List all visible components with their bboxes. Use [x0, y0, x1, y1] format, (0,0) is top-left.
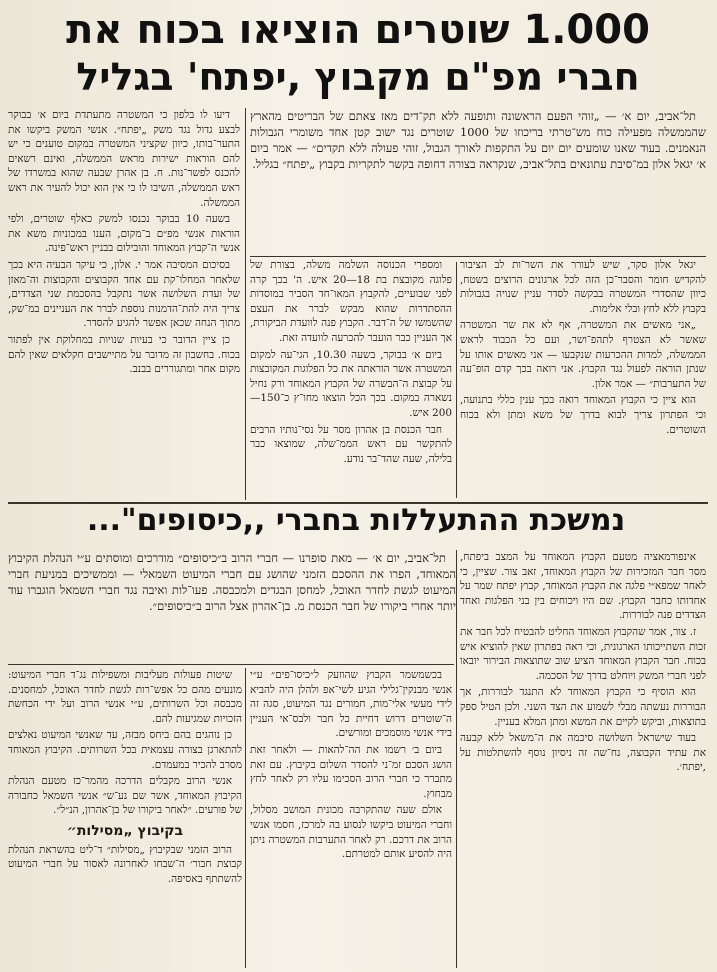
lead-divider [8, 664, 454, 665]
story2-paragraph: ז. צור, אמר שהקבוץ המאוחד החליט להבטיח לכל חבר את זכות השתייכותו הארגונית, וכי ראה בפתרון שאין להוציא איש בכוח. חבר הקבוץ המאוחד הציע שוב שתוצאות הבירור יובאו לפני חברי המשק ויוחלט בדרך של הסכמה. [460, 625, 706, 682]
story2-paragraph: הוא הוסיף כי הקבוץ המאוחד לא התנגד לבוררות, אך הבוררות נעשתה מבלי לשמוע את הצד השני. ולכן הטיל ספק בתוצאות, וביקש לקיים את המשא ומתן המלא בעניין. [460, 686, 706, 728]
story2-paragraph: כן נוהגים בהם ביחס מבזה, עד שאנשי המיעוט נאלצים להתארגן בצורה עצמאית בכל השרותים. הקיבוץ המאוחד מסרב להכיר במעמדם. [8, 729, 242, 771]
section-title-mesilot: בקיבוץ „מסילות״ [66, 822, 184, 839]
story1-paragraph: יגאל אלון סקר, שיש לעורר את השר־ות לב הציבור להקדיש חומר והסבר־כן הזה לכל ארגונים הרוצים בשטח, כיוון שהסדרי המשטרה בבקשה לסדר עניין שנויה בגבולות בקבוץ ללא לחץ ובלי אלימות. [460, 259, 706, 315]
story1-lead [250, 108, 706, 258]
story1-paragraph: ביום א׳ בבוקר, בשעה 10.30, הגי־עה למקום המשטרה אשר הוראתה את כל הפלוגות המקובצות על קבוצת ה־הבשרה של הקבוץ המאוחד ורק נחיל נשארה במקום. בכך הכל הוצאו מחו־ץ כ־150—200 איש. [250, 348, 452, 419]
main-headline-line1: 1.000 שוטרים הוציאו בכוח את [66, 10, 650, 53]
story1-paragraph: בשעה 10 בבוקר נכנסו למשק כאלף שוטרים, ולפי הוראות אנשי מפ״ם ב־מקום, הענו במכוניות משא את אנשי ה־קבוץ המאוחד והובילום בבניין ראש־פינה. [8, 213, 240, 255]
lead-divider [250, 256, 706, 257]
story2-paragraph: אולם שעה שהתקרבה מכונית המושב מסלול, וחברי המיעוט ביקשו לנסוע בה למרכז, חסמו אנשי הרוב את דרכם. רק לאחר התערבות המשטרה ניתן היה להסיע אותם למטרתם. [250, 804, 452, 861]
story1-column-right [460, 258, 706, 496]
column-divider [245, 108, 246, 500]
story1-column-left [8, 108, 240, 498]
story2-column-left [8, 668, 242, 968]
story2-column-right [460, 550, 706, 968]
story2-headline: נמשכת ההתעללות בחברי ,,כיסופים"... [86, 506, 626, 538]
story1-paragraph: כן ציין הדובר כי בעיות שנויות במחלוקת אין לפתור בכוח. בחשבון זה מדובר על מתיישבים חקלאים שאין להם מקום אחר ומתגוררים בבנב. [8, 333, 240, 376]
column-divider [456, 262, 457, 498]
story2-paragraph: שיטות פעולות מעליבות ומשפילות נג־ד חברי המיעוט: מונעים מהם כל אפש־רות לגשת לחדר האוכל, למחסנים. מכבסה וכל השרותים, ע״י אנשי הרוב ועל ידי הכחשת הזכויות שמגיעות להם. [8, 669, 242, 725]
story-divider [8, 502, 708, 504]
story2-section-paragraph: הרוב הזמני שבקיבוץ „מסילות״ ד־ליט בהשראת הנהלת קבוצת חבור׳ ה־שבחו לאחרונה לאסור על חברי המיעוט להשתתף באסיפה. [8, 843, 242, 885]
story2-lead-paragraph: תל־אביב, יום א׳ — מאת סופרנו — חברי הרוב ב״כיסופים״ מודרכים ומוסתים ע״י הנהלת הקיבוץ המאוחד, הפרו את ההסכם הזמני שהושג עם חברי המיעוט השמאלי — וממשיכים במניעת חברי המיעוט לגשת לחדר האוכל, למחסן הבגדים ולמכבסה. פעו־לות ואיבה נגד חברי השמאל הוגברו עוד יותר אחרי ביקורו של חבר הכנסת מ. בן־אהרון אצל הרוב ב״כיסופים״. [8, 551, 456, 613]
main-headline-line2: חברי מפ"ם מקבוץ ,יפתח' בגליל [76, 58, 640, 99]
column-divider [245, 668, 246, 968]
story1-lead-paragraph: תל־אביב, יום א׳ — „זוהי הפעם הראשונה ותופעה ללא תק־דים מאז צאתם של הבריטים מהארץ שהממשלה מפעילה כוח מש־טרתי בריכוזו של 1000 שוטרים נגד ישוב קטן אחד משומרי הגבולות הנאמנים. בעוד שאנו שומעים יום יום על התקפות לאורך הגבול, זוהי פעולה ללא תקדים״ — אמר ביום א׳ יגאל אלון במ־סיבת עתונאים בתל־אביב, שנקראה בצורה דחופה בקשר לתקריות בקבוץ „יפתח״ בגליל. [250, 109, 706, 171]
story1-paragraph: „אני מאשים את המשטרה, אף לא את שר המשטרה שאשר לא הצטרף לתהפ־ושר, ועם כל הכבוד לראש הממשלה, למדות ההכרעות שנקבעו — אני מאשים אותו על שנתן הוראה לפעול נגד הקבוץ. אני רואה בכך קדם הופ־עה של התערבות״ — אמר אלון. [460, 319, 706, 390]
story1-paragraph: הוא ציין כי הקבוץ המאוחד רואה בכך ענין כללי בתנועה, וכי הפתרון צריך לבוא בדרך של משא ומתן ולא בכוח השוטרים. [460, 394, 706, 436]
story2-paragraph: אינפורמאציה מטעם הקבוץ המאוחד על המצב ביפתח, מסר חבר המזכירות של הקבוץ המאוחד, זאב צור. שציין, כי לאחר שמפא״י פלגה את הקבוץ המאוחד, קבוץ יפתח שמר על אחדותו כחבר הקבוץ. שם היו ויכוחים בין בני הפלגות ואחד הצדדים פנה לבוררות. [460, 551, 706, 622]
column-divider [456, 550, 457, 968]
story1-paragraph: דיעו לו בלפון כי המשטרה מתעתדת ביום א׳ בבוקר לבצע גדול נגד משק „יפתח״. אנשי המשק ביקשו את התער־בותו, כיוון שקציני המשטרה במקום טוענים כי יש להם הוראות ישירות מראש הממשלה, ואינם רשאים להכנס לפשר־נות. ח. בן אהרן שבעה שהוא במשרדו של ראש הממשלה, השיבו לו כי אין הוא יכול להעיר את ראש הממשלה. [8, 109, 240, 209]
story2-lead [8, 550, 456, 662]
story2-paragraph: בעוד שישראל השלושה סיכמה את ה־משאל ללא קבעה את עתיד הקבוצה, נח־שה זה ניסיון נוסף להשתלטות על ,יפתח׳. [460, 732, 706, 774]
story1-paragraph: ומספרי הכנוסה השלמה משלה, בצורת של פלוגה מקובצת בת 18—20 איש. ה' בכך קרה לפני שבועיים, להקבוץ המאו־חד הסביר במוסדות ההסתדרות שהוא מבקש לברר את העצם שהשמשו של ה־דבר. הקבוץ פנה לוועדת הביקורת, אך העניין כבר הועבר להכרעה לוועדה זאת. [250, 259, 452, 344]
story1-paragraph: חבר הכנסת בן אהרון מסר על נסי־נותיו הרבים להתקשר עם ראש הממ־שלה, שמוצאו כבר בלילה, שעה שהד־בר נודע. [250, 423, 452, 465]
story1-column-middle [250, 258, 452, 496]
story1-paragraph: בסיכום המסיבה אמר י. אלון, כי עיקר הבעיה היא בכך שלאחר המחלו־קת עם אחד הקבוצים והקבוצות וה־מאזן של ועדת השלושה אשר נתקבל בהסכמת שני הצדדים, צריך היה להת־הדמנות נוספת לברר את העניינים במ־שק, מתוך הנחה שכאן אפשר להגיע להסדר. [8, 258, 240, 330]
story2-paragraph: ביום ב׳ רשמו את הה־להאות — ולאחר זאת הושג הסכם זמ־ני להסדר השלום בקיבוץ. עם זאת מתברר כי חברי הרוב הסכימו עליו רק לאחר לחץ מבחוץ. [250, 743, 452, 800]
story2-paragraph: אנשי הרוב מקבלים הדרכה מהמר־כז מטעם הנהלת הקיבוץ המאוחד, אשר שם נע־ש״ אנשי השמאל כחבורה של פורעים. ״לאחר ביקורו של בן־אהרון, הנ״ל״. [8, 775, 242, 817]
story2-paragraph: בכשמשמר הקבוץ שהוזעק ל״כיסו־פים״ ע״י אנשי מבנקין־גלילי הגיע לשי־אפ ולהלן היה להביא לידי מעשי אלי־מות, חמורים נגד המיעוט, סגה זה ה־שוטרים דרוש דחיית כל חבר ולבס־אי העניין בידי אנשי מוסמכים ומורשים. [250, 669, 452, 740]
story2-column-middle [250, 668, 452, 968]
